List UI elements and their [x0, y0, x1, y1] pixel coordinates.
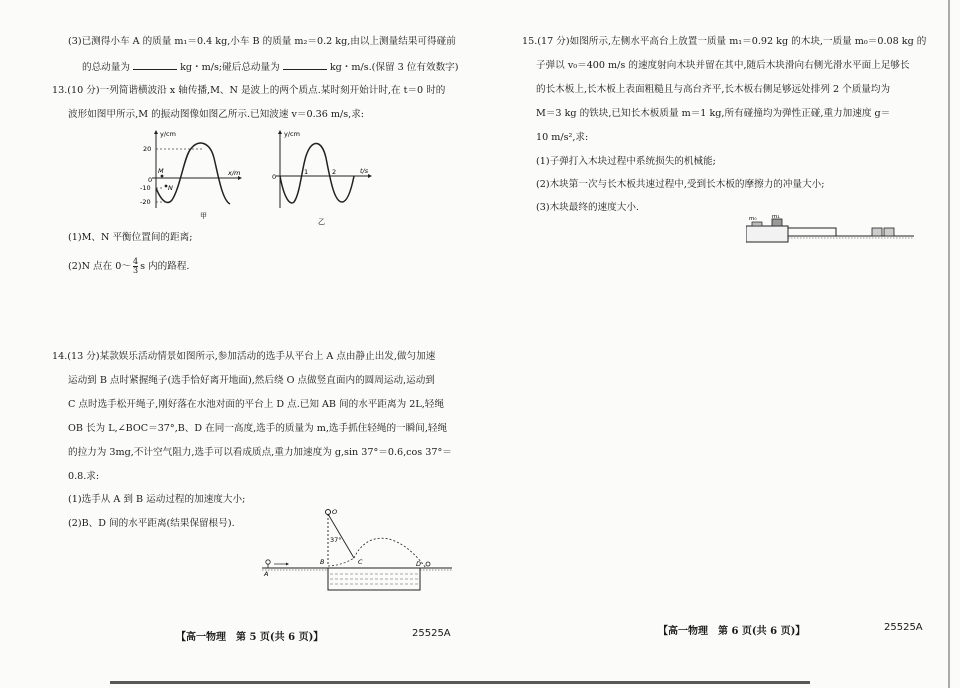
q15-line4: M＝3 kg 的铁块,已知长木板质量 m＝1 kg,所有碰撞均为弹性正碰,重力加速度 g＝ [536, 108, 891, 119]
vibration-graph-yi [268, 128, 378, 228]
point-b: B [320, 558, 325, 566]
jia-tick-neg20: -20 [140, 198, 151, 206]
q15-part2: (2)木块第一次与长木板共速过程中,受到长木板的摩擦力的冲量大小; [536, 179, 825, 190]
jia-x-axis-label: x/m [228, 169, 241, 177]
fraction-denominator: 3 [132, 266, 139, 275]
angle-37: 37° [330, 536, 342, 544]
yi-y-axis-label: y/cm [284, 130, 300, 138]
q14-line5: 的拉力为 3mg,不计空气阻力,选手可以看成质点,重力加速度为 g,sin 37°＝0.6,cos 37°＝ [68, 447, 452, 458]
jia-caption: 甲 [200, 212, 207, 220]
q15-line5: 10 m/s²,求: [536, 132, 589, 143]
jia-tick-20: 20 [143, 145, 152, 153]
q13-part1: (1)M、N 平衡位置间的距离; [68, 232, 193, 243]
yi-origin: 0 [272, 173, 277, 181]
scan-shadow-right [948, 0, 950, 688]
point-c: C [358, 558, 363, 566]
fraction-four-thirds [133, 258, 138, 275]
q12-part3-line2b: kg・m/s;碰后总动量为 [180, 62, 280, 73]
bullet-block-board-diagram [746, 212, 918, 244]
exam-code-left: 25525A [412, 628, 451, 639]
q15-part3: (3)木块最终的速度大小. [536, 202, 639, 213]
exam-code-right: 25525A [884, 622, 923, 633]
q13-part2 [68, 258, 189, 275]
q14-line6: 0.8.求: [68, 471, 100, 482]
swing-pool-diagram [256, 506, 456, 592]
yi-caption: 乙 [318, 218, 325, 226]
yi-x-axis-label: t/s [360, 167, 369, 175]
q14-line2: 运动到 B 点时紧握绳子(选手恰好离开地面),然后绕 O 点做竖直面内的圆周运动,运动到 [68, 375, 435, 386]
q15-line2: 子弹以 v₀＝400 m/s 的速度射向木块并留在其中,随后木块滑向右侧光滑水平面上足够长 [536, 60, 910, 71]
point-a: A [264, 570, 269, 578]
footer-page-5: 【高一物理 第 5 页(共 6 页)】 [176, 632, 324, 643]
jia-y-axis-label: y/cm [160, 130, 176, 138]
q13-line2: 波形如图甲所示,M 的振动图像如图乙所示.已知波速 v＝0.36 m/s,求: [68, 109, 365, 120]
footer-page-6: 【高一物理 第 6 页(共 6 页)】 [658, 626, 806, 637]
answer-blank-before-momentum[interactable] [133, 60, 177, 70]
yi-tick-2: 2 [332, 168, 337, 176]
label-m1: m₁ [772, 214, 780, 220]
q14-part1: (1)选手从 A 到 B 运动过程的加速度大小; [68, 494, 246, 505]
wave-graph-jia [138, 128, 248, 220]
answer-blank-after-momentum[interactable] [283, 60, 327, 70]
jia-tick-neg10: -10 [140, 184, 151, 192]
q13-line1: 13.(10 分)一列简谐横波沿 x 轴传播,M、N 是波上的两个质点.某时刻开始计时,在 t＝0 时的 [52, 85, 446, 96]
q15-line3: 的长木板上,长木板上表面粗糙且与高台齐平,长木板右侧足够远处排列 2 个质量均为 [536, 84, 891, 95]
point-d: D [416, 560, 422, 568]
yi-tick-1: 1 [304, 168, 309, 176]
q12-part3-line1: (3)已测得小车 A 的质量 m₁＝0.4 kg,小车 B 的质量 m₂＝0.2 kg,由以上测量结果可得碰前 [68, 36, 456, 47]
q14-line1: 14.(13 分)某款娱乐活动情景如图所示,参加活动的选手从平台上 A 点由静止出发,做匀加速 [52, 351, 436, 362]
jia-point-m: M [158, 167, 164, 175]
q15-line1: 15.(17 分)如图所示,左侧水平高台上放置一质量 m₁＝0.92 kg 的木块,一质量 m₀＝0.08 kg 的 [522, 36, 927, 47]
q13-part2b: s 内的路程. [140, 261, 190, 272]
page-6 [480, 0, 960, 688]
q12-part3-line2c: kg・m/s.(保留 3 位有效数字) [329, 62, 459, 73]
q12-part3-line2a: 的总动量为 [82, 62, 130, 73]
q15-part1: (1)子弹打入木块过程中系统损失的机械能; [536, 156, 716, 167]
q12-part3-line2 [82, 60, 459, 74]
label-m0: m₀ [749, 216, 757, 222]
jia-origin: 0 [148, 176, 153, 184]
fraction-numerator: 4 [132, 257, 139, 266]
q13-part2a: (2)N 点在 0～ [68, 261, 131, 272]
q14-part2: (2)B、D 间的水平距离(结果保留根号). [68, 518, 235, 529]
jia-point-n: N [168, 184, 173, 192]
scan-shadow-bottom [110, 681, 810, 684]
q14-line3: C 点时选手松开绳子,刚好落在水池对面的平台上 D 点.已知 AB 间的水平距离为 2L,轻绳 [68, 399, 444, 410]
q14-line4: OB 长为 L,∠BOC＝37°,B、D 在同一高度,选手的质量为 m,选手抓住轻绳的一瞬间,轻绳 [68, 423, 448, 434]
point-o: O [332, 508, 338, 516]
